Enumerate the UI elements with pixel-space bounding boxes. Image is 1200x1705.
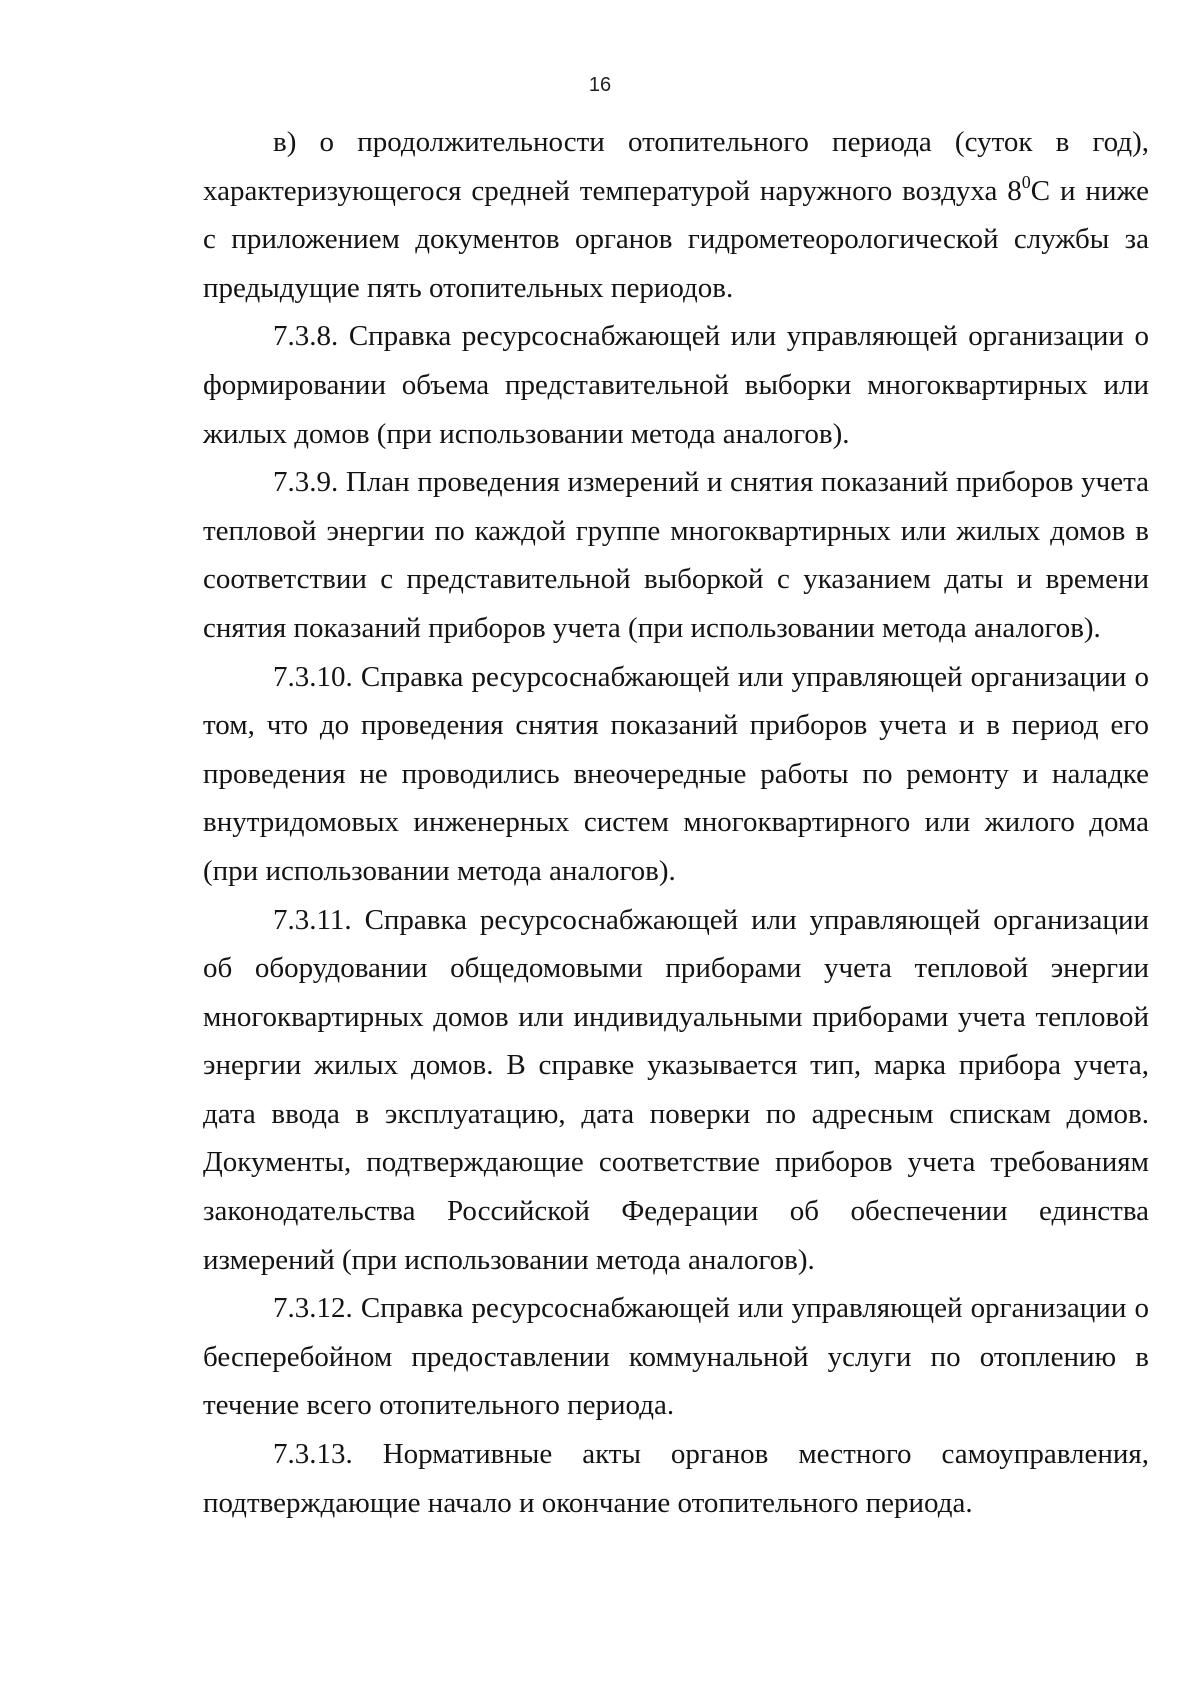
paragraph-text-continued: С и ниже с приложением документов органов гидрометеорологической службы за предыдущие пять отопительных периодов.	[203, 174, 1149, 304]
paragraph-7-3-13: 7.3.13. Нормативные акты органов местного самоуправления, подтверждающие начало и окончание отопительного периода.	[203, 1438, 1149, 1519]
paragraph-7-3-10: 7.3.10. Справка ресурсоснабжающей или управляющей организации о том, что до проведения снятия показаний приборов учета и в период его проведения не проводились внеочередные работы по ремонту и наладке внутридомовых инженерных систем многоквартирного или жилого дома (при использовании метода аналогов).	[203, 660, 1149, 887]
page-number: 16	[588, 74, 612, 96]
paragraph-7-3-8: 7.3.8. Справка ресурсоснабжающей или управляющей организации о формировании объема представительной выборки многоквартирных или жилых домов (при использовании метода аналогов).	[203, 320, 1149, 450]
paragraph-7-3-11: 7.3.11. Справка ресурсоснабжающей или управляющей организации об оборудовании общедомовыми приборами учета тепловой энергии многоквартирных домов или индивидуальными приборами учета тепловой энергии жилых домов. В справке указывается тип, марка прибора учета, дата ввода в эксплуатацию, дата поверки по адресным спискам домов. Документы, подтверждающие соответствие приборов учета требованиям законодательства Российской Федерации об обеспечении единства измерений (при использовании метода аналогов).	[203, 903, 1149, 1276]
degree-superscript: 0	[1021, 171, 1031, 192]
paragraph-text: в) о продолжительности отопительного периода (суток в год), характеризующегося средней температурой наружного воздуха 8	[203, 126, 1149, 207]
document-body	[203, 118, 1149, 1527]
paragraph-7-3-9: 7.3.9. План проведения измерений и снятия показаний приборов учета тепловой энергии по каждой группе многоквартирных или жилых домов в соответствии с представительной выборкой с указанием даты и времени снятия показаний приборов учета (при использовании метода аналогов).	[203, 466, 1149, 644]
paragraph-7-3-12: 7.3.12. Справка ресурсоснабжающей или управляющей организации о бесперебойном предоставлении коммунальной услуги по отоплению в течение всего отопительного периода.	[203, 1292, 1149, 1422]
paragraph-heating-period-duration	[203, 118, 1149, 312]
